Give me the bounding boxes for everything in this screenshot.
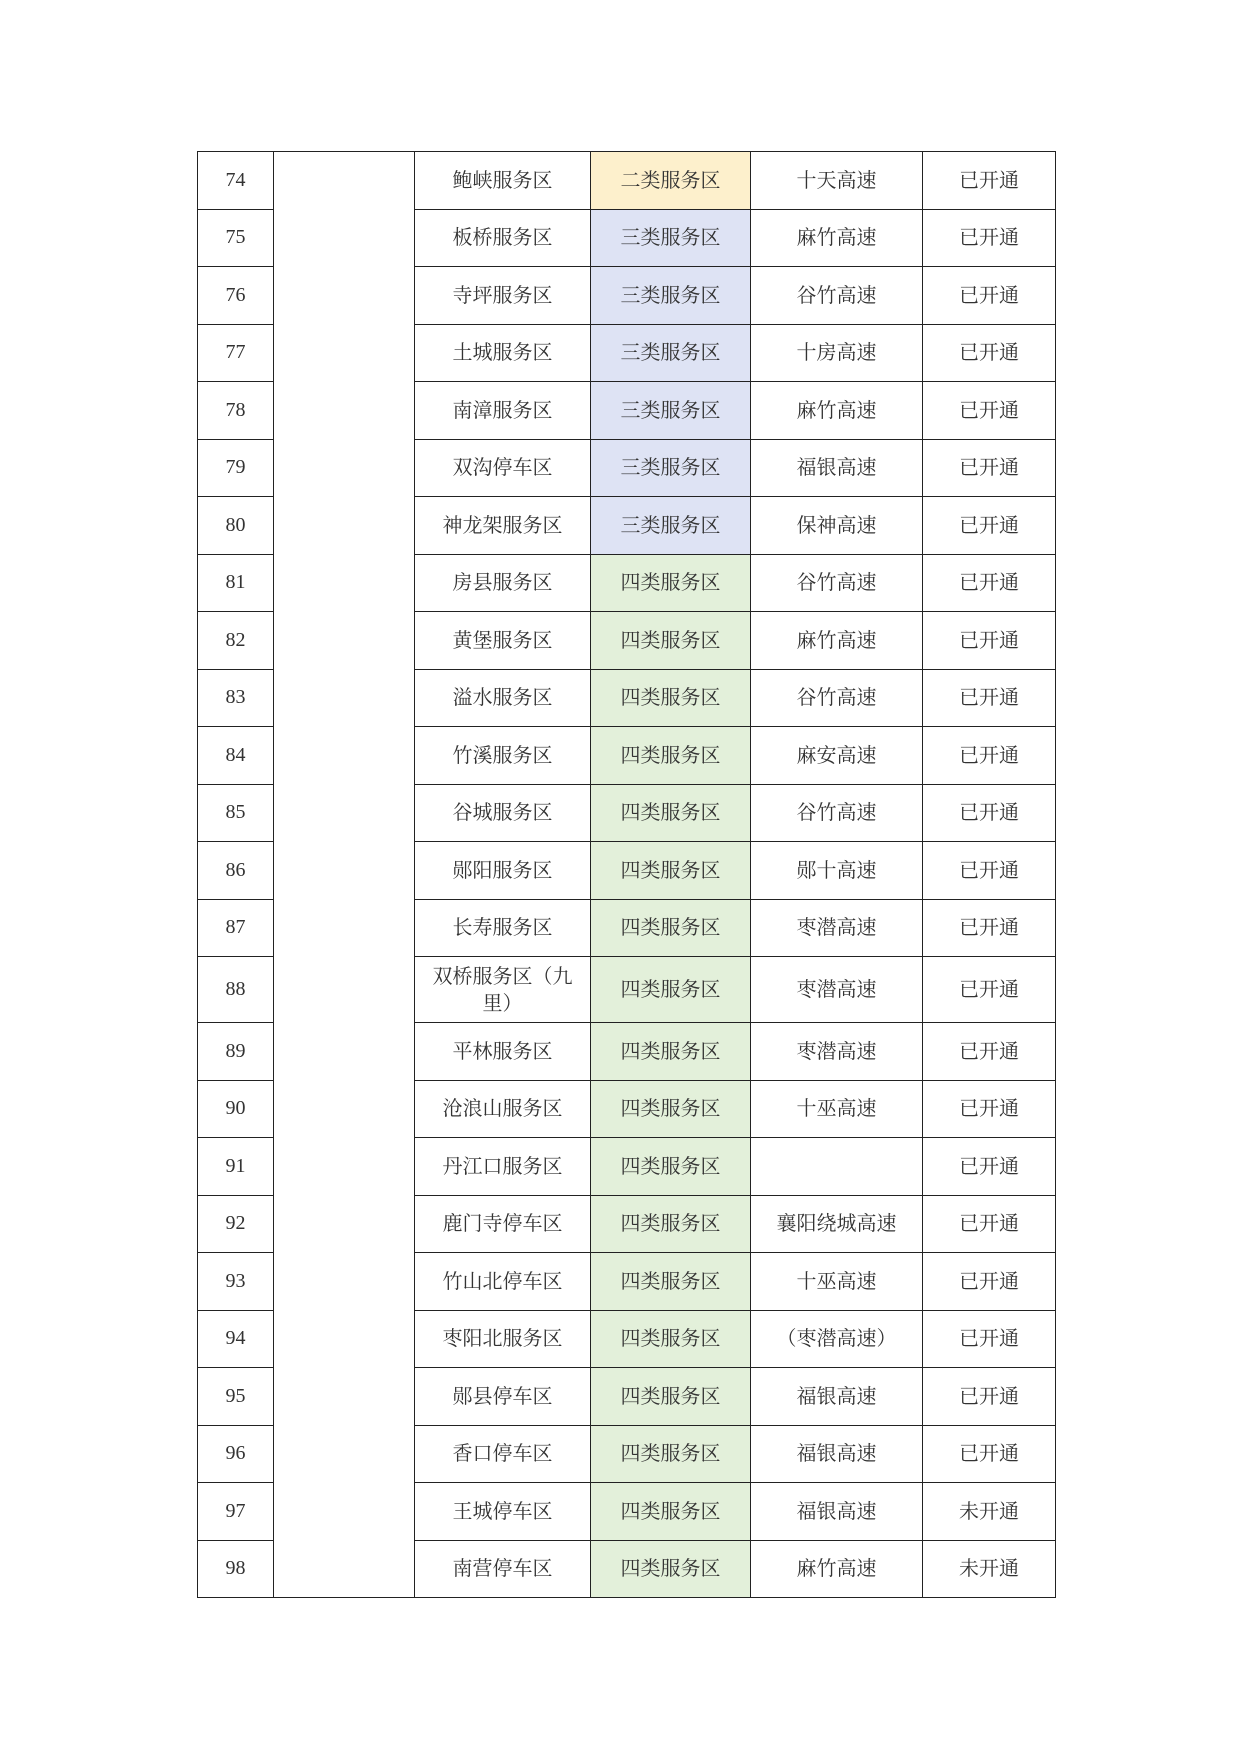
row-number: 79: [198, 439, 274, 497]
service-area-name: 南营停车区: [415, 1540, 591, 1598]
highway-name: 襄阳绕城高速: [751, 1195, 923, 1253]
service-area-category: 四类服务区: [591, 899, 751, 957]
highway-name: 十巫高速: [751, 1253, 923, 1311]
row-number: 76: [198, 267, 274, 325]
service-area-name: 平林服务区: [415, 1023, 591, 1081]
highway-name: 枣潜高速: [751, 899, 923, 957]
open-status: 已开通: [923, 612, 1056, 670]
open-status: 已开通: [923, 1080, 1056, 1138]
open-status: 已开通: [923, 899, 1056, 957]
service-area-category: 四类服务区: [591, 727, 751, 785]
service-area-category: 四类服务区: [591, 1483, 751, 1541]
row-number: 74: [198, 152, 274, 210]
open-status: 已开通: [923, 1310, 1056, 1368]
service-area-name: 郧阳服务区: [415, 842, 591, 900]
highway-name: 谷竹高速: [751, 554, 923, 612]
highway-name: 麻竹高速: [751, 382, 923, 440]
open-status: 已开通: [923, 1253, 1056, 1311]
service-area-name: 竹山北停车区: [415, 1253, 591, 1311]
service-area-name: 枣阳北服务区: [415, 1310, 591, 1368]
row-number: 89: [198, 1023, 274, 1081]
open-status: 已开通: [923, 1023, 1056, 1081]
row-number: 82: [198, 612, 274, 670]
row-number: 83: [198, 669, 274, 727]
open-status: 已开通: [923, 784, 1056, 842]
row-number: 96: [198, 1425, 274, 1483]
highway-name: 十房高速: [751, 324, 923, 382]
row-number: 86: [198, 842, 274, 900]
highway-name: 福银高速: [751, 439, 923, 497]
service-area-category: 四类服务区: [591, 842, 751, 900]
highway-name: 福银高速: [751, 1425, 923, 1483]
service-area-name: 沧浪山服务区: [415, 1080, 591, 1138]
highway-name: 十天高速: [751, 152, 923, 210]
service-area-category: 四类服务区: [591, 1368, 751, 1426]
highway-name: 郧十高速: [751, 842, 923, 900]
service-area-category: 三类服务区: [591, 209, 751, 267]
highway-name: （枣潜高速）: [751, 1310, 923, 1368]
row-number: 80: [198, 497, 274, 555]
service-area-category: 四类服务区: [591, 1310, 751, 1368]
service-area-name: 鲍峡服务区: [415, 152, 591, 210]
service-area-name: 寺坪服务区: [415, 267, 591, 325]
row-number: 88: [198, 957, 274, 1023]
row-number: 78: [198, 382, 274, 440]
service-area-category: 四类服务区: [591, 1540, 751, 1598]
service-area-name: 溢水服务区: [415, 669, 591, 727]
service-area-category: 四类服务区: [591, 1138, 751, 1196]
service-area-name: 双沟停车区: [415, 439, 591, 497]
service-area-name: 王城停车区: [415, 1483, 591, 1541]
row-number: 98: [198, 1540, 274, 1598]
open-status: 已开通: [923, 382, 1056, 440]
highway-name: 谷竹高速: [751, 267, 923, 325]
service-area-name: 神龙架服务区: [415, 497, 591, 555]
row-number: 75: [198, 209, 274, 267]
highway-name: 麻竹高速: [751, 1540, 923, 1598]
row-number: 94: [198, 1310, 274, 1368]
service-area-category: 四类服务区: [591, 554, 751, 612]
open-status: 已开通: [923, 324, 1056, 382]
highway-name: 枣潜高速: [751, 1023, 923, 1081]
open-status: 已开通: [923, 957, 1056, 1023]
open-status: 未开通: [923, 1540, 1056, 1598]
highway-name: 福银高速: [751, 1483, 923, 1541]
service-area-name: 双桥服务区（九里）: [415, 957, 591, 1023]
open-status: 已开通: [923, 497, 1056, 555]
table-body: [198, 152, 1056, 1598]
open-status: 已开通: [923, 727, 1056, 785]
service-area-name: 竹溪服务区: [415, 727, 591, 785]
open-status: 已开通: [923, 1368, 1056, 1426]
open-status: 已开通: [923, 842, 1056, 900]
service-area-name: 房县服务区: [415, 554, 591, 612]
open-status: 已开通: [923, 1138, 1056, 1196]
open-status: 已开通: [923, 1195, 1056, 1253]
region-cell: [274, 152, 415, 1598]
open-status: 已开通: [923, 267, 1056, 325]
service-area-category: 四类服务区: [591, 957, 751, 1023]
row-number: 97: [198, 1483, 274, 1541]
row-number: 81: [198, 554, 274, 612]
row-number: 95: [198, 1368, 274, 1426]
open-status: 未开通: [923, 1483, 1056, 1541]
highway-name: 麻安高速: [751, 727, 923, 785]
service-area-name: 鹿门寺停车区: [415, 1195, 591, 1253]
service-area-name: 板桥服务区: [415, 209, 591, 267]
row-number: 90: [198, 1080, 274, 1138]
open-status: 已开通: [923, 209, 1056, 267]
highway-name: [751, 1138, 923, 1196]
table-row: [198, 152, 1056, 210]
service-area-category: 三类服务区: [591, 497, 751, 555]
service-area-category: 二类服务区: [591, 152, 751, 210]
highway-name: 福银高速: [751, 1368, 923, 1426]
open-status: 已开通: [923, 1425, 1056, 1483]
highway-name: 谷竹高速: [751, 669, 923, 727]
service-area-name: 谷城服务区: [415, 784, 591, 842]
service-area-category: 三类服务区: [591, 324, 751, 382]
service-area-category: 四类服务区: [591, 1425, 751, 1483]
row-number: 93: [198, 1253, 274, 1311]
row-number: 84: [198, 727, 274, 785]
row-number: 87: [198, 899, 274, 957]
service-area-name: 郧县停车区: [415, 1368, 591, 1426]
row-number: 92: [198, 1195, 274, 1253]
row-number: 77: [198, 324, 274, 382]
highway-name: 麻竹高速: [751, 209, 923, 267]
service-area-table: [197, 151, 1056, 1598]
service-area-category: 四类服务区: [591, 1253, 751, 1311]
highway-name: 枣潜高速: [751, 957, 923, 1023]
service-area-category: 四类服务区: [591, 1080, 751, 1138]
service-area-name: 黄堡服务区: [415, 612, 591, 670]
service-area-name: 土城服务区: [415, 324, 591, 382]
highway-name: 十巫高速: [751, 1080, 923, 1138]
highway-name: 保神高速: [751, 497, 923, 555]
service-area-category: 四类服务区: [591, 612, 751, 670]
open-status: 已开通: [923, 439, 1056, 497]
highway-name: 麻竹高速: [751, 612, 923, 670]
row-number: 91: [198, 1138, 274, 1196]
open-status: 已开通: [923, 152, 1056, 210]
open-status: 已开通: [923, 669, 1056, 727]
service-area-category: 四类服务区: [591, 784, 751, 842]
service-area-category: 四类服务区: [591, 1023, 751, 1081]
open-status: 已开通: [923, 554, 1056, 612]
highway-name: 谷竹高速: [751, 784, 923, 842]
service-area-name: 南漳服务区: [415, 382, 591, 440]
service-area-name: 丹江口服务区: [415, 1138, 591, 1196]
service-area-category: 四类服务区: [591, 1195, 751, 1253]
service-area-category: 三类服务区: [591, 382, 751, 440]
service-area-category: 四类服务区: [591, 669, 751, 727]
service-area-name: 长寿服务区: [415, 899, 591, 957]
service-area-category: 三类服务区: [591, 439, 751, 497]
service-area-name: 香口停车区: [415, 1425, 591, 1483]
service-area-category: 三类服务区: [591, 267, 751, 325]
row-number: 85: [198, 784, 274, 842]
